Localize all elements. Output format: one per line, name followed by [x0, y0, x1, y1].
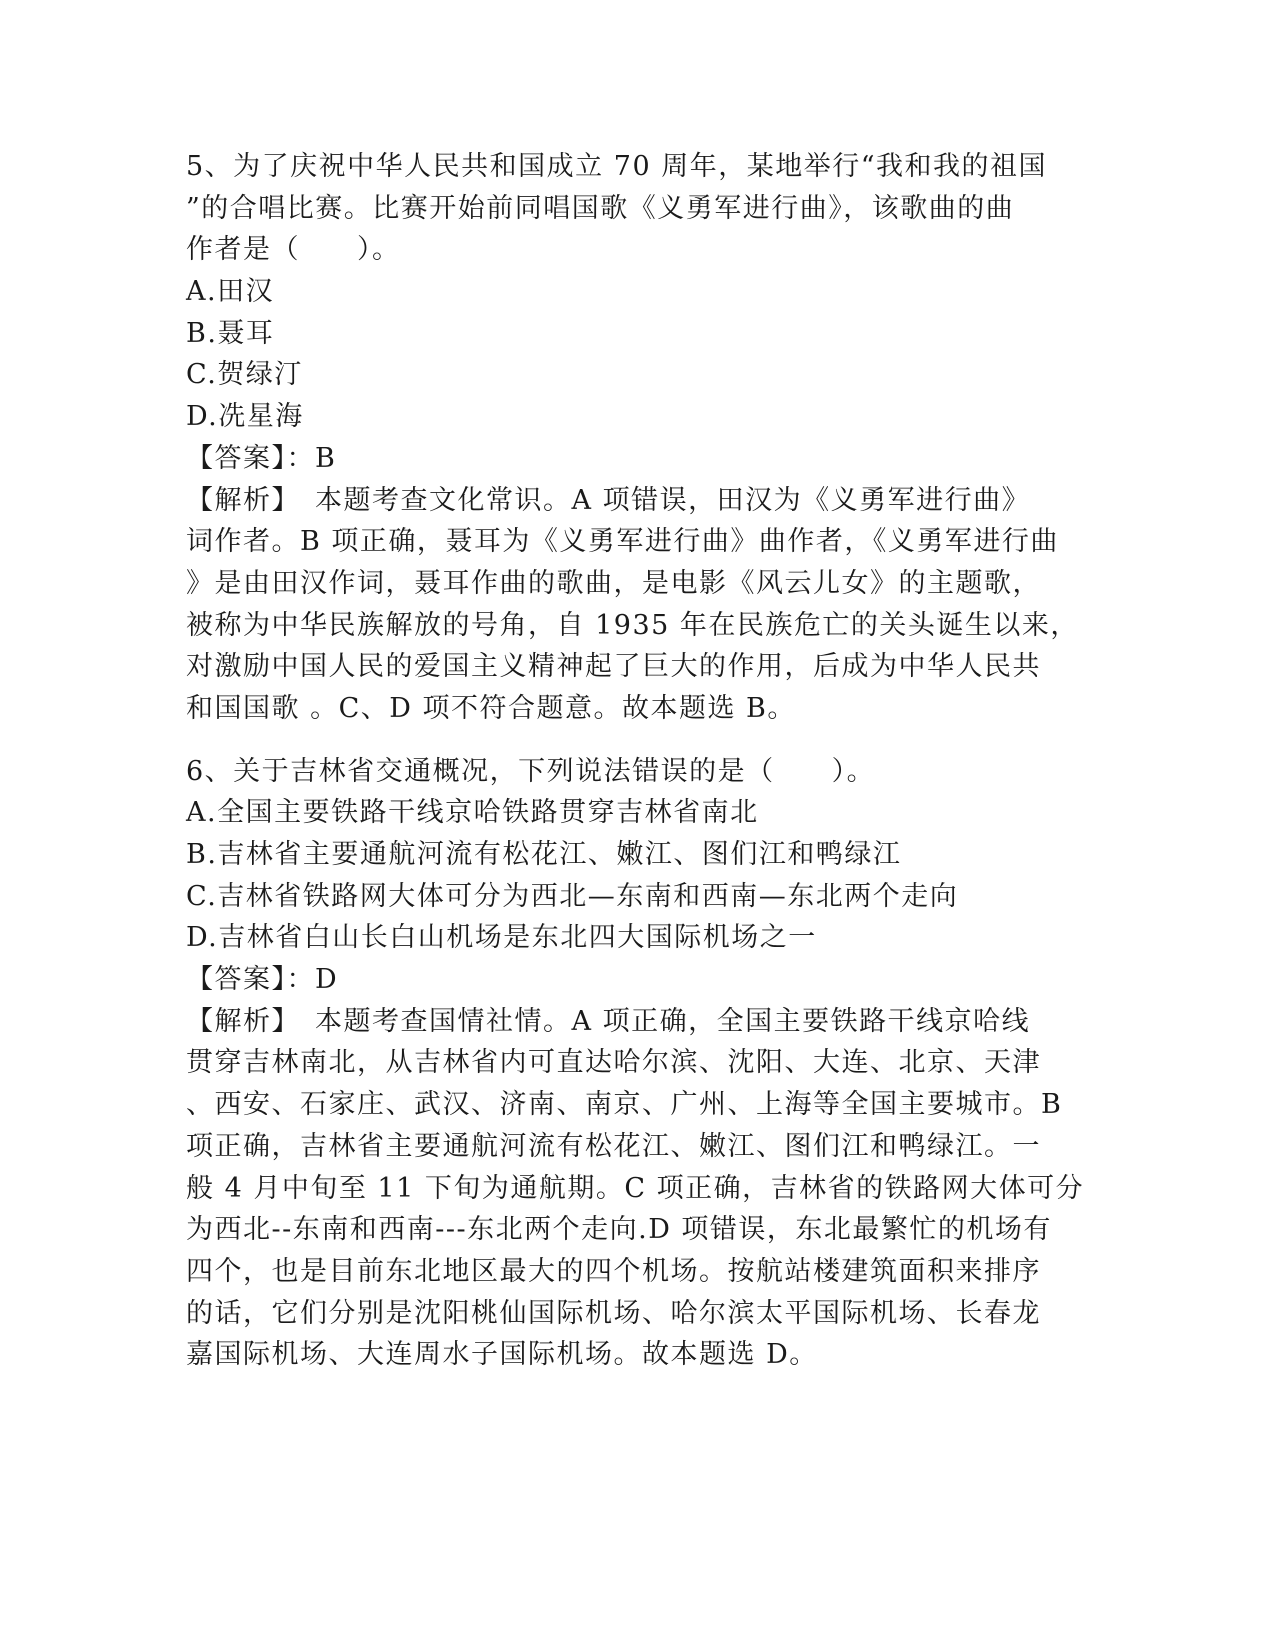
option-c: C.贺绿汀 [186, 359, 303, 391]
analysis-line: 词作者。B 项正确，聂耳为《义勇军进行曲》曲作者，《义勇军进行曲 [186, 526, 1059, 558]
analysis-line: 【解析】 本题考查国情社情。A 项正确，全国主要铁路干线京哈线 [186, 1005, 1031, 1037]
analysis-line: 项正确，吉林省主要通航河流有松花江、嫩江、图们江和鸭绿江。一 [186, 1130, 1041, 1162]
analysis-line: 为西北--东南和西南---东北两个走向.D 项错误，东北最繁忙的机场有 [186, 1214, 1052, 1246]
analysis-line: 的话，它们分别是沈阳桃仙国际机场、哈尔滨太平国际机场、长春龙 [186, 1297, 1041, 1329]
question-6 [186, 751, 1085, 1376]
question-stem-line: ”的合唱比赛。比赛开始前同唱国歌《义勇军进行曲》，该歌曲的曲 [186, 192, 1015, 224]
document-content [186, 146, 1085, 1376]
answer-line: 【答案】：D [186, 964, 339, 996]
analysis-line: 》是由田汉作词，聂耳作曲的歌曲，是电影《风云儿女》的主题歌， [186, 567, 1041, 599]
analysis-line: 、西安、石家庄、武汉、济南、南京、广州、上海等全国主要城市。B [186, 1089, 1063, 1121]
option-a: A.全国主要铁路干线京哈铁路贯穿吉林省南北 [186, 797, 759, 829]
question-spacer [186, 730, 1081, 751]
answer-line: 【答案】：B [186, 442, 337, 474]
analysis-line: 对激励中国人民的爱国主义精神起了巨大的作用，后成为中华人民共 [186, 651, 1041, 683]
analysis-line: 般 4 月中旬至 11 下旬为通航期。C 项正确，吉林省的铁路网大体可分 [186, 1172, 1085, 1204]
analysis-line: 被称为中华民族解放的号角，自 1935 年在民族危亡的关头诞生以来， [186, 609, 1079, 641]
option-b: B.聂耳 [186, 317, 275, 349]
question-stem-line: 5、为了庆祝中华人民共和国成立 70 周年，某地举行“我和我的祖国 [186, 151, 1048, 182]
analysis-line: 和国国歌 。C、D 项不符合题意。故本题选 B。 [186, 692, 796, 724]
option-d: D.冼星海 [186, 401, 304, 433]
analysis-line: 嘉国际机场、大连周水子国际机场。故本题选 D。 [186, 1339, 818, 1371]
option-b: B.吉林省主要通航河流有松花江、嫩江、图们江和鸭绿江 [186, 839, 902, 870]
analysis-line: 四个，也是目前东北地区最大的四个机场。按航站楼建筑面积来排序 [186, 1255, 1041, 1287]
question-stem-line: 作者是（ ）。 [186, 234, 401, 266]
option-c: C.吉林省铁路网大体可分为西北—东南和西南—东北两个走向 [186, 880, 959, 912]
analysis-line: 【解析】 本题考查文化常识。A 项错误，田汉为《义勇军进行曲》 [186, 484, 1031, 516]
option-d: D.吉林省白山长白山机场是东北四大国际机场之一 [186, 922, 817, 954]
question-5 [186, 146, 1081, 730]
option-a: A.田汉 [186, 276, 275, 308]
analysis-line: 贯穿吉林南北，从吉林省内可直达哈尔滨、沈阳、大连、北京、天津 [186, 1047, 1041, 1079]
question-stem-line: 6、关于吉林省交通概况，下列说法错误的是（ ）。 [186, 755, 876, 787]
